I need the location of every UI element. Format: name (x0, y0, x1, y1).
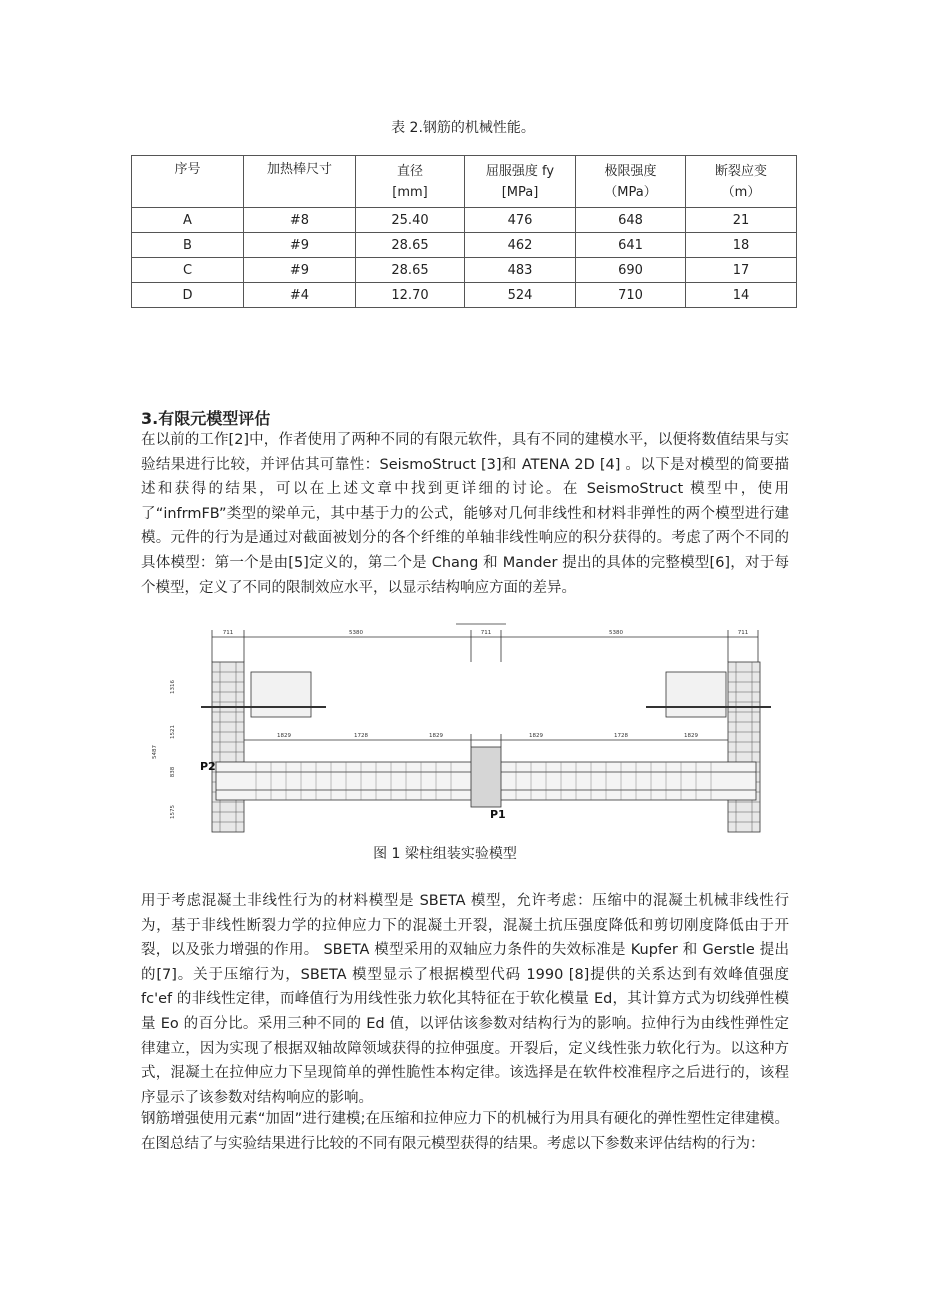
table-cell: 18 (686, 233, 797, 258)
table-row (132, 283, 797, 308)
header-line: 加热棒尺寸 (266, 162, 332, 177)
header-cell (356, 156, 465, 208)
rebar-properties-table (131, 155, 797, 308)
header-line: 屈服强度 fy (485, 163, 555, 179)
load-label-p1: P1 (490, 808, 506, 821)
header-cell (244, 156, 356, 208)
table-cell: #4 (244, 283, 356, 308)
header-cell (465, 156, 576, 208)
dim-label: 1728 (354, 733, 368, 739)
header-line: 极限强度 (604, 163, 657, 179)
dim-label: 1829 (684, 733, 698, 739)
dim-label: 711 (480, 630, 492, 636)
table-cell: 648 (576, 208, 686, 233)
dim-label: 1728 (614, 733, 628, 739)
table-cell: 28.65 (356, 233, 465, 258)
table-row (132, 208, 797, 233)
table-cell: B (132, 233, 244, 258)
table-header-row (132, 156, 797, 208)
table-cell: #9 (244, 233, 356, 258)
table-cell: #8 (244, 208, 356, 233)
header-cell (132, 156, 244, 208)
load-label-p2: P2 (200, 760, 216, 773)
dim-label: 1575 (170, 805, 176, 819)
table-cell: C (132, 258, 244, 283)
paragraph: 在以前的工作[2]中，作者使用了两种不同的有限元软件，具有不同的建模水平，以便将数值结果与实验结果进行比较，并评估其可靠性：SeismoStruct [3]和 ATENA 2D [4] 。以下是对模型的简要描述和获得的结果，可以在上述文章中找到更详细的讨论。在 SeismoStruct 模型中，使用了“infrmFB”类型的梁单元，其中基于力的公式，能够对几何非线性和材料非弹性的两个模型进行建模。元件的行为是通过对截面被划分的各个纤维的单轴非线性响应的积分获得的。考虑了两个不同的具体模型：第一个是由[5]定义的，第二个是 Chang 和 Mander 提出的具体的完整模型[6]，对于每个模型，定义了不同的限制效应水平，以显示结构响应方面的差异。 (141, 432, 789, 596)
header-line: （MPa） (604, 184, 657, 200)
dim-label: 838 (170, 766, 176, 778)
header-line: 断裂应变 (714, 163, 767, 179)
table-cell: 21 (686, 208, 797, 233)
table-row (132, 233, 797, 258)
figure-caption: 图 1 梁柱组装实验模型 (373, 846, 517, 862)
dim-label: 1316 (170, 680, 176, 694)
table-cell: 476 (465, 208, 576, 233)
header-line: 序号 (174, 162, 201, 177)
table-cell: 17 (686, 258, 797, 283)
header-line: [MPa] (501, 184, 539, 200)
table-cell: #9 (244, 258, 356, 283)
dim-label: 1829 (277, 733, 291, 739)
table-cell: 14 (686, 283, 797, 308)
paragraph: 用于考虑混凝土非线性行为的材料模型是 SBETA 模型，允许考虑：压缩中的混凝土机械非线性行为，基于非线性断裂力学的拉伸应力下的混凝土开裂，混凝土抗压强度降低和剪切刚度降低由于开裂，以及张力增强的作用。 SBETA 模型采用的双轴应力条件的失效标准是 Kupfer 和 Gerstle 提出的[7]。关于压缩行为，SBETA 模型显示了根据模型代码 1990 [8]提供的关系达到有效峰值强度 fc'ef 的非线性定律，而峰值行为用线性张力软化其特征在于软化模量 Ed，其计算方式为切线弹性模量 Eo 的百分比。采用三种不同的 Ed 值，以评估该参数对结构行为的影响。拉伸行为由线性弹性定律建立，因为实现了根据双轴故障领域获得的拉伸强度。开裂后，定义线性张力软化行为。以这种方式，混凝土在拉伸应力下呈现简单的弹性脆性本构定律。该选择是在软件校准程序之后进行的，该程序显示了该参数对结构响应的影响。 (141, 893, 789, 1106)
paragraph: 钢筋增强使用元素“加固”进行建模;在压缩和拉伸应力下的机械行为用具有硬化的弹性塑性定律建模。在图总结了与实验结果进行比较的不同有限元模型获得的结果。考虑以下参数来评估结构的行为： (141, 1111, 789, 1152)
dim-label: 1521 (170, 725, 176, 739)
header-cell (576, 156, 686, 208)
header-cell (686, 156, 797, 208)
table-cell: 25.40 (356, 208, 465, 233)
table-cell: 12.70 (356, 283, 465, 308)
table-cell: 524 (465, 283, 576, 308)
table-cell: D (132, 283, 244, 308)
dim-label: 1829 (529, 733, 543, 739)
table-cell: 28.65 (356, 258, 465, 283)
section-title: 3.有限元模型评估 (141, 409, 271, 428)
dim-label: 5487 (152, 745, 158, 759)
table-caption: 表 2.钢筋的机械性能。 (391, 120, 535, 136)
table-cell: 690 (576, 258, 686, 283)
dim-label: 711 (222, 630, 234, 636)
table-cell: A (132, 208, 244, 233)
dim-label: 5380 (349, 630, 363, 636)
header-line: [mm] (392, 184, 428, 200)
header-line: （m） (721, 184, 761, 200)
beam-column-test-drawing (146, 622, 836, 838)
table-row (132, 258, 797, 283)
dim-label: 5380 (609, 630, 623, 636)
dim-label: 1829 (429, 733, 443, 739)
table-cell: 710 (576, 283, 686, 308)
table-cell: 483 (465, 258, 576, 283)
dim-label: 711 (737, 630, 749, 636)
table-cell: 641 (576, 233, 686, 258)
table-cell: 462 (465, 233, 576, 258)
header-line: 直径 (396, 163, 423, 179)
